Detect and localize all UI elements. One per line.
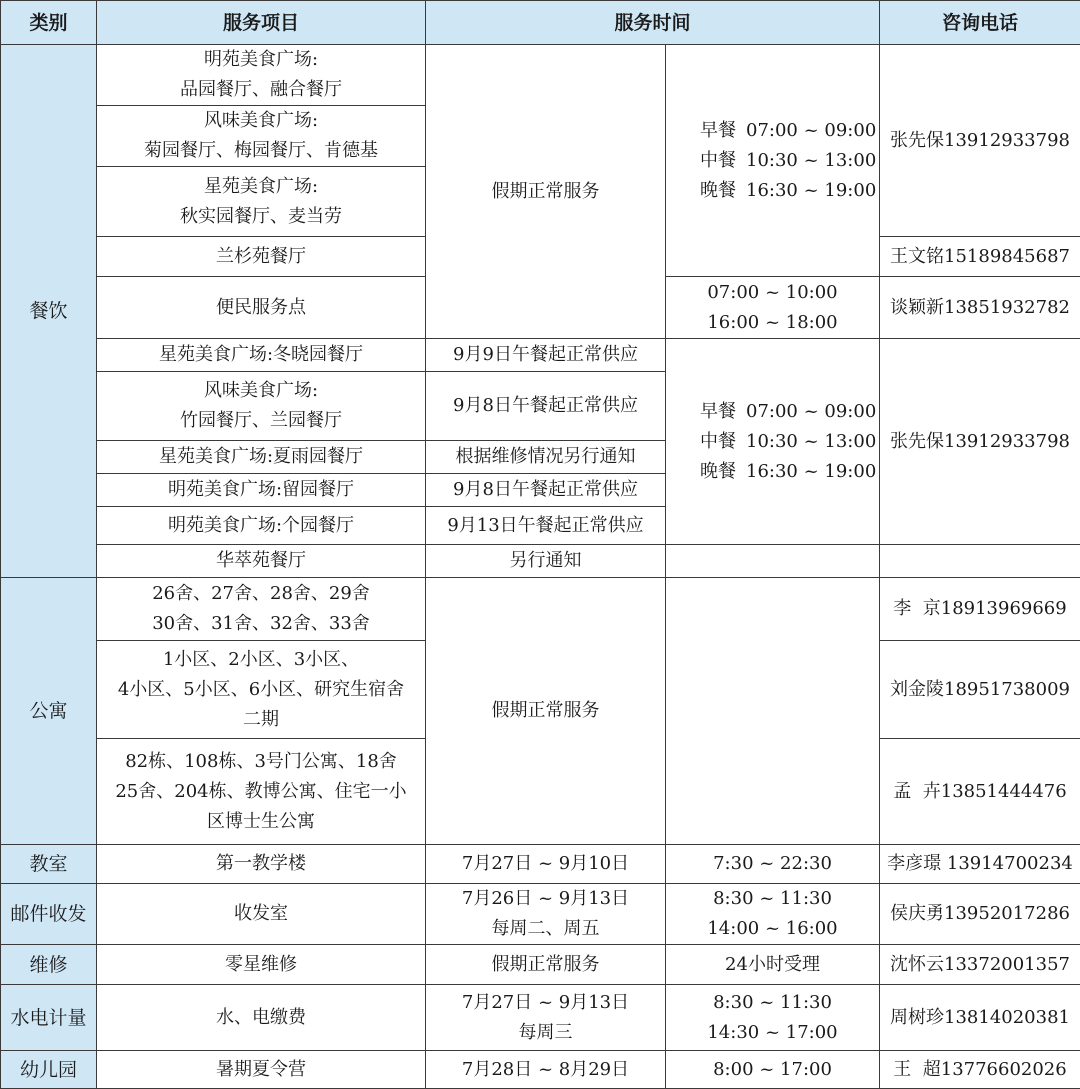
category-utility: 水电计量: [1, 985, 97, 1051]
service-date: 7月27日 ~ 9月10日: [426, 845, 666, 884]
dining-status-normal: 假期正常服务: [426, 45, 666, 339]
apartment-status-normal: 假期正常服务: [426, 578, 666, 845]
service-date: 7月26日 ~ 9月13日 每周二、周五: [426, 884, 666, 945]
service-date: 7月27日 ~ 9月13日 每周三: [426, 985, 666, 1051]
service-hours: 8:30 ~ 11:30 14:00 ~ 16:00: [666, 884, 880, 945]
contact: 王文铭15189845687: [880, 237, 1080, 277]
service-item: 华萃苑餐厅: [97, 545, 426, 578]
contact: 李彦璟 13914700234: [880, 845, 1080, 884]
service-status: 9月8日午餐起正常供应: [426, 372, 666, 441]
service-hours: 24小时受理: [666, 945, 880, 985]
service-status: 9月9日午餐起正常供应: [426, 339, 666, 372]
service-item: 82栋、108栋、3号门公寓、18舍 25舍、204栋、教博公寓、住宅一小 区博士生公寓: [97, 739, 426, 845]
table-row: [1, 985, 1080, 1051]
service-status: 根据维修情况另行通知: [426, 441, 666, 474]
service-status: 9月8日午餐起正常供应: [426, 474, 666, 507]
service-hours: 8:00 ~ 17:00: [666, 1051, 880, 1089]
contact: 孟 卉13851444476: [880, 739, 1080, 845]
service-item: 第一教学楼: [97, 845, 426, 884]
table-row: [1, 945, 1080, 985]
header-phone: 咨询电话: [880, 1, 1080, 45]
service-item: 收发室: [97, 884, 426, 945]
service-item: 暑期夏令营: [97, 1051, 426, 1089]
service-item: 零星维修: [97, 945, 426, 985]
service-item: 风味美食广场: 菊园餐厅、梅园餐厅、肯德基: [97, 106, 426, 167]
contact: 谈颖新13851932782: [880, 277, 1080, 339]
service-item: 明苑美食广场:留园餐厅: [97, 474, 426, 507]
category-classroom: 教室: [1, 845, 97, 884]
service-date: 7月28日 ~ 8月29日: [426, 1051, 666, 1089]
contact: 沈怀云13372001357: [880, 945, 1080, 985]
service-item: 明苑美食广场: 品园餐厅、融合餐厅: [97, 45, 426, 106]
contact: 刘金陵18951738009: [880, 641, 1080, 739]
table-row: [1, 884, 1080, 945]
table-row: [1, 545, 1080, 578]
contact: 张先保13912933798: [880, 45, 1080, 237]
service-hours: 7:30 ~ 22:30: [666, 845, 880, 884]
header-row: [1, 1, 1080, 45]
contact: 周树珍13814020381: [880, 985, 1080, 1051]
category-apartment: 公寓: [1, 578, 97, 845]
header-time: 服务时间: [426, 1, 880, 45]
service-hours: 8:30 ~ 11:30 14:30 ~ 17:00: [666, 985, 880, 1051]
header-item: 服务项目: [97, 1, 426, 45]
category-kindergarten: 幼儿园: [1, 1051, 97, 1089]
header-category: 类别: [1, 1, 97, 45]
service-status: 另行通知: [426, 545, 666, 578]
contact: 李 京18913969669: [880, 578, 1080, 641]
service-item: 风味美食广场: 竹园餐厅、兰园餐厅: [97, 372, 426, 441]
service-item: 水、电缴费: [97, 985, 426, 1051]
service-item: 1小区、2小区、3小区、 4小区、5小区、6小区、研究生宿舍 二期: [97, 641, 426, 739]
table-row: [1, 339, 1080, 372]
table-row: [1, 45, 1080, 106]
service-item: 星苑美食广场: 秋实园餐厅、麦当劳: [97, 167, 426, 237]
table-row: [1, 1051, 1080, 1089]
service-item: 星苑美食广场:夏雨园餐厅: [97, 441, 426, 474]
empty-cell: [880, 545, 1080, 578]
service-item: 26舍、27舍、28舍、29舍 30舍、31舍、32舍、33舍: [97, 578, 426, 641]
empty-cell: [666, 545, 880, 578]
contact: 张先保13912933798: [880, 339, 1080, 545]
category-dining: 餐饮: [1, 45, 97, 578]
category-repair: 维修: [1, 945, 97, 985]
service-item: 便民服务点: [97, 277, 426, 339]
dining-meal-hours: 早餐 07:00 ~ 09:00 中餐 10:30 ~ 13:00 晚餐 16:30 ~ 19:00: [666, 45, 880, 277]
service-date: 假期正常服务: [426, 945, 666, 985]
service-item: 明苑美食广场:个园餐厅: [97, 507, 426, 545]
category-mail: 邮件收发: [1, 884, 97, 945]
service-hours: 07:00 ~ 10:00 16:00 ~ 18:00: [666, 277, 880, 339]
dining-meal-hours: 早餐 07:00 ~ 09:00 中餐 10:30 ~ 13:00 晚餐 16:30 ~ 19:00: [666, 339, 880, 545]
service-status: 9月13日午餐起正常供应: [426, 507, 666, 545]
table-row: [1, 578, 1080, 641]
service-item: 星苑美食广场:冬晓园餐厅: [97, 339, 426, 372]
table-row: [1, 845, 1080, 884]
contact: 侯庆勇13952017286: [880, 884, 1080, 945]
contact: 王 超13776602026: [880, 1051, 1080, 1089]
service-item: 兰杉苑餐厅: [97, 237, 426, 277]
empty-cell: [666, 578, 880, 845]
